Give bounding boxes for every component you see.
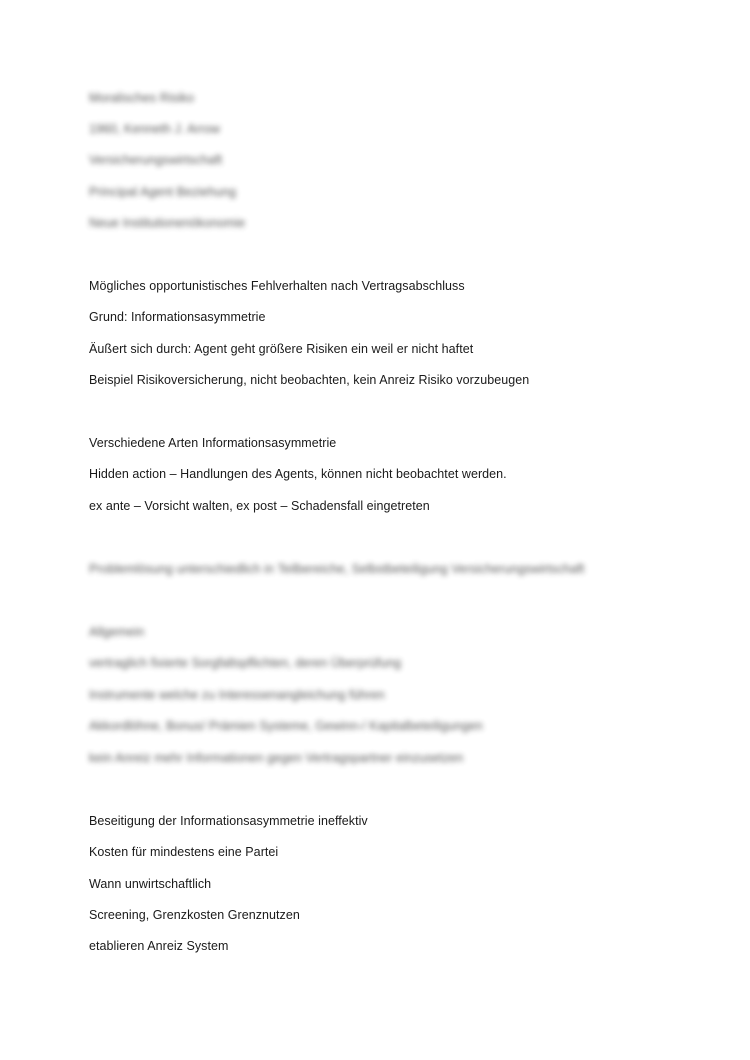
blurred-text-line: Versicherungswirtschaft bbox=[89, 153, 223, 167]
blurred-text-line: Allgemein bbox=[89, 625, 145, 639]
text-line: Äußert sich durch: Agent geht größere Risiken ein weil er nicht haftet bbox=[89, 342, 474, 356]
blurred-text-line: Akkordlöhne, Bonus/ Prämien Systeme, Gewinn-/ Kapitalbeteiligungen bbox=[89, 719, 483, 733]
blurred-text-line: Problemlösung unterschiedlich in Teilbereiche, Selbstbeteiligung Versicherungswirtschaft bbox=[89, 562, 585, 576]
blurred-text-line: Principal Agent Beziehung bbox=[89, 185, 237, 199]
text-line: Verschiedene Arten Informationsasymmetrie bbox=[89, 436, 337, 450]
text-line: Mögliches opportunistisches Fehlverhalten nach Vertragsabschluss bbox=[89, 279, 465, 293]
text-line: etablieren Anreiz System bbox=[89, 939, 229, 953]
text-line: Beseitigung der Informationsasymmetrie ineffektiv bbox=[89, 814, 368, 828]
text-line: Kosten für mindestens eine Partei bbox=[89, 845, 279, 859]
blurred-text-line: kein Anreiz mehr Informationen gegen Vertragspartner einzusetzen bbox=[89, 751, 464, 765]
text-line: Wann unwirtschaftlich bbox=[89, 877, 212, 891]
blurred-text-line: Instrumente welche zu Interessenangleichung führen bbox=[89, 688, 385, 702]
blurred-text-line: Neue Institutionenökonomie bbox=[89, 216, 246, 230]
blurred-text-line: Moralisches Risiko bbox=[89, 91, 195, 105]
text-line: Beispiel Risikoversicherung, nicht beobachten, kein Anreiz Risiko vorzubeugen bbox=[89, 373, 530, 387]
text-line: Hidden action – Handlungen des Agents, können nicht beobachtet werden. bbox=[89, 467, 507, 481]
blurred-text-line: vertraglich fixierte Sorgfaltspflichten, deren Überprüfung bbox=[89, 656, 402, 670]
blurred-text-line: 1960, Kenneth J. Arrow bbox=[89, 122, 221, 136]
text-line: ex ante – Vorsicht walten, ex post – Schadensfall eingetreten bbox=[89, 499, 430, 513]
text-line: Grund: Informationsasymmetrie bbox=[89, 310, 266, 324]
text-line: Screening, Grenzkosten Grenznutzen bbox=[89, 908, 300, 922]
